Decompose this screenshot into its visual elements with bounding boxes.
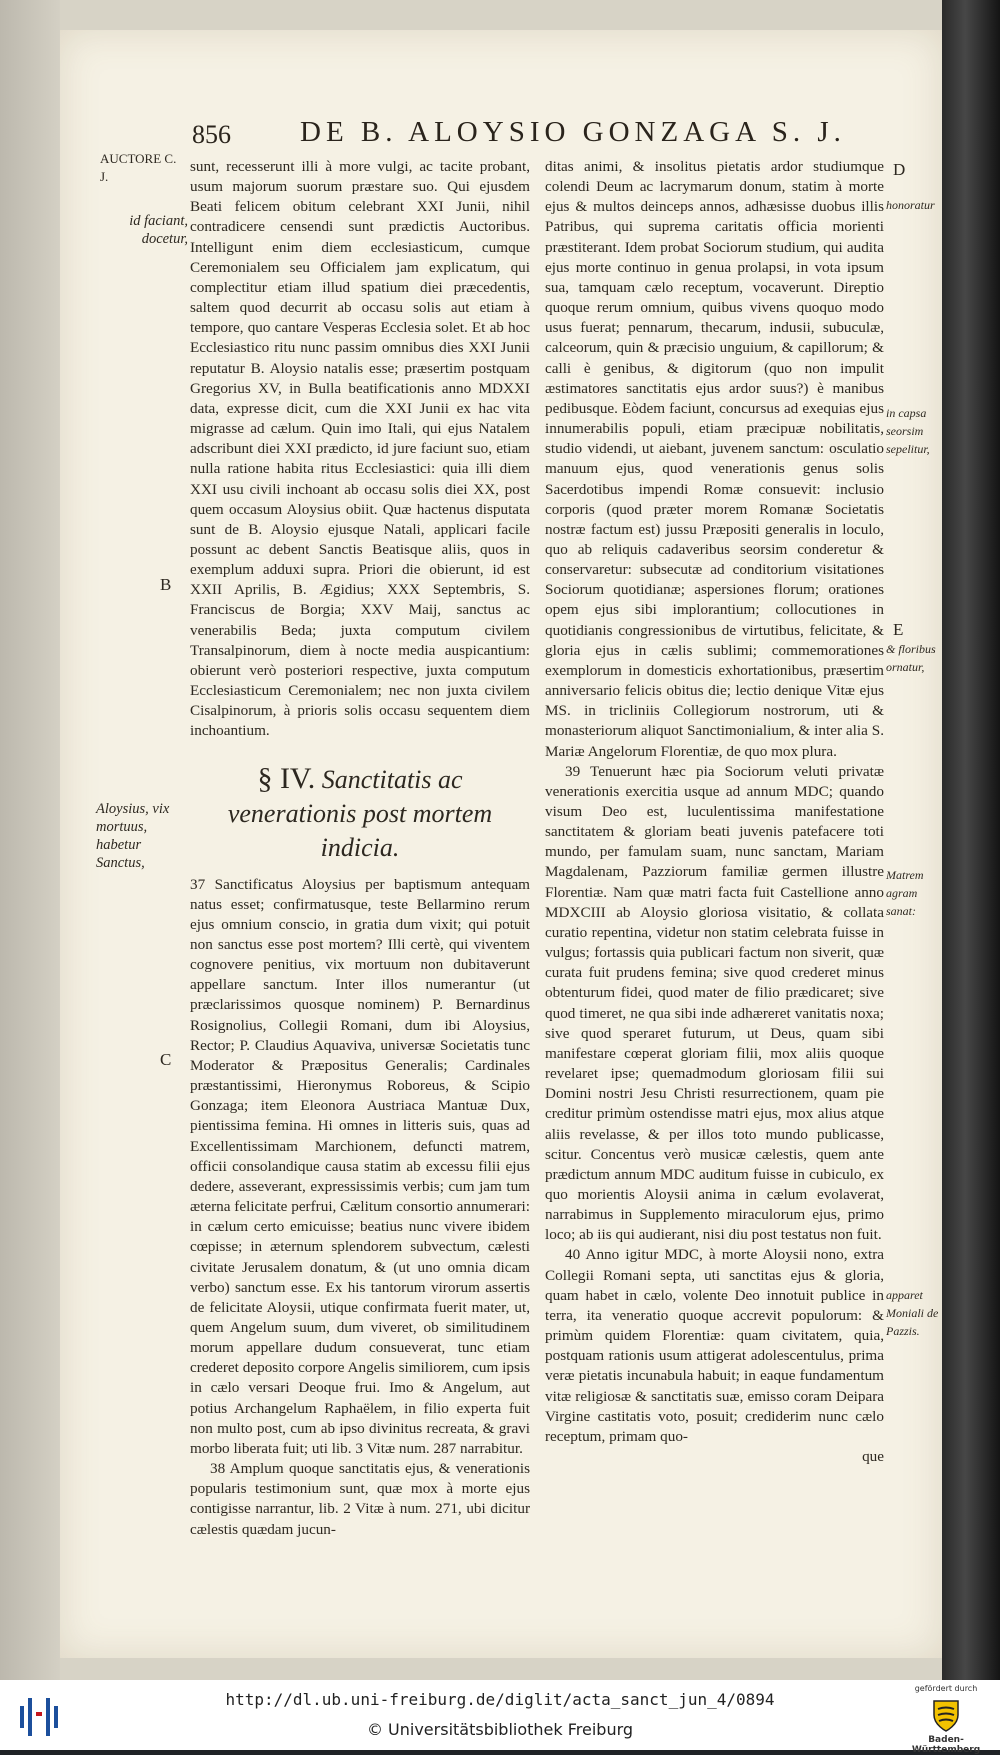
book-edge (0, 0, 60, 1680)
paragraph-39: 39 Tenuerunt hæc pia Sociorum veluti privatæ venerationis exercitia usque ad annum MDC; quando visum Deo est, luculentissima manifestatione sanctitatem & gloriam beati juvenis patefacere toti mundo, per famulam suam, nunc sanctam, Mariam Magdalenam, Pazziorum familiæ germen illustre Florentiæ. Nam quæ matri facta fuit Castellione anno MDXCIII ab Aloysio gloriosa visitatio, & collata curatio repentina, videtur non statim celebrata fuisse in vulgus; fortassis quia publicari factum non siverit, quæ curata fuit prudens femina; sive quod crederet minus obtenturum fidei, quod mater de filio prædicaret; sive quod timeret, ne qua sibi inde adhæreret vanitatis noxa; sive quod speraret futurum, ut Deus, quam sibi manifestare cœperat gloriam filii, mox aliis quoque revelaret ipse; quemadmodum gloriosam filii sui Domini nostri Jesu Christi resurrectionem, quam pie creditur primùm ostendisse matri ejus, mox alius atque aliis revelasse, & per illos toto mundo publicasse, scitur. Concentus verò musicæ cælestis, quem ante prædictum annum MDC auditum fuisse in cubiculo, ex quo morientis Aloysii anima in cælum evolaverat, narrabimus in Supplemento miraculorum ejus, primo loco; ab iis qui audierant, nisi diu post testatus non fuit. (545, 762, 884, 1244)
margin-matrem: Matrem agram sanat: (886, 868, 924, 918)
left-paragraph-1: sunt, recesserunt illi à more vulgi, ac tacite probant, usum majorum suorum præstare suo. Qui ejusdem Beati felicem obitum celebrant XXI Junii, nihil contradicere censendi sunt prædictis Auctoribus. Intelligunt enim diem ecclesiasticum, cumque Ceremonialem seu Officialem jam explicatum, qui complectitur etiam illud spatium diei præcedentis, saltem quod decurrit ab occasu solis aut etiam à tempore, quo cantare Vesperas Ecclesia solet. Et ab hoc Ecclesiastico ritu nunc passim omnibus dies XXI Junii reputatur B. Aloysio natalis esse; præsertim postquam Gregorius XV, in Bulla beatificationis anno MDXXI data, expresse dicit, cum die XXI Junii ex hac vita migrasse ad cælum. Quin imo Itali, qui ejus Natalem adscribunt diei XXI prædicto, id jure faciunt suo, etiam nulla ratione habita ritus Ecclesiastici: quia illi diem XXI usu civili inchoant ab occasu solis diei XX, post quem occasum Aloysius obiit. Quæ hactenus disputata sunt de B. Aloysio ejusque Natali, applicari facile possunt ac debent Sanctis Beatisque aliis, quos in exemplum adduxi supra. Priori die obierunt, id est XXII Aprilis, B. Ægidius; XXX Septembris, S. Franciscus de Borgia; XXV Maij, sanctus ac venerabilis Beda; juxta computum civilem Transalpinorum, diem à nocte media auspicantium: obierunt verò posteriori respective, juxta computum Ecclesiasticum Ceremonialem; nec non juxta civilem Cisalpinorum, à prioris solis occasu sequentem diem inchoantium. (190, 158, 530, 740)
margin-letter-d: D (893, 160, 906, 179)
funded-by-label: gefördert durch (914, 1684, 978, 1693)
margin-aloysius-vix: Aloysius, vix mortuus, habetur Sanctus, (96, 801, 170, 871)
running-title: DE B. ALOYSIO GONZAGA S. J. (300, 116, 846, 148)
copyright-notice: © Universitätsbibliothek Freiburg (366, 1720, 634, 1739)
margin-letter-b: B (160, 575, 172, 594)
right-paragraph-1: ditas animi, & insolitus pietatis ardor studiumque colendi Deum ac lacrymarum donum, statim à morte ejus & multos deinceps annos, adhæsisse duobus illis Patribus, qui suprema caritatis officia morienti præstiterant. Idem probat Sociorum studium, qui audita ejus morte continuo in genua prolapsi, in vota ipsum sua, tamquam cælo receptum, vocaverunt. Direptio quoque rerum omnium, quibus vivens quoquo modo usus fuerat; pennarum, thecarum, indusii, subuculæ, calceorum, quin & præcisio unguium, & capillorum; & calli è genibus, & digitorum (quo non impulit æstimatores sanctitatis ejus ardor suus?) è manibus pedibusque. Eòdem faciunt, concursus ad exequias ejus innumerabilis populi, etiam præcipuæ nobilitatis, studio videndi, ut aiebant, juvenem sanctum: osculatio manuum ejus, quod venerationis genus solis Sacerdotibus impendi Romæ consuevit: inclusio corporis (quod præter morem Romanæ Societatis nostræ factum est) jussu Præpositi generalis in loculo, quo ab reliquis cadaveribus seorsim conderetur & conservaretur: subsecutæ ad conditorium visitationes Sociorum quotidianæ; aspersiones florum; orationes opem ejus sibi implorantium; collocutiones in quotidianis congressionibus de virtutibus, felicitate, & gloria ejus in cælis sublimi; commemorationes exemplorum in domesticis exhortationibus, præsertim anniversario felicis obitus die; lectio denique Vitæ ejus MS. in tricliniis Collegiorum nostrorum, uti & monasteriorum aliquot Sanctimonialium, & inter alia S. Mariæ Angelorum Florentiæ, de quo mox plura. (545, 158, 884, 760)
page-number: 856 (192, 120, 231, 149)
margin-letter-c: C (160, 1050, 172, 1069)
catchword: que (862, 1448, 884, 1465)
margin-honoratur: honoratur (886, 198, 935, 212)
paragraph-38: 38 Amplum quoque sanctitatis ejus, & venerationis popularis testimonium sunt, quæ mox à morte ejus contigisse narrantur, lib. 2 Vitæ à num. 271, ubi dicitur cælestis quædam jucun- (190, 1460, 530, 1538)
section-number: § IV. (257, 761, 316, 795)
state-coat-of-arms-icon (930, 1697, 962, 1733)
left-column (190, 157, 530, 1540)
margin-in-capsa: in capsa seorsim sepelitur, (886, 406, 930, 456)
right-column (545, 157, 884, 1467)
funder-name: Baden-Württemberg (911, 1735, 981, 1755)
margin-id-faciant: id faciant, docetur, (129, 213, 188, 247)
margin-letter-e: E (893, 620, 904, 639)
book-spine (942, 0, 1000, 1680)
margin-apparet: apparet Moniali de Pazzis. (886, 1288, 939, 1338)
section-title: Sanctitatis ac venerationis post mortem indicia. (227, 764, 493, 862)
paragraph-37: 37 Sanctificatus Aloysius per baptismum antequam natus esset; confirmatusque, teste Bellarmino rerum ejus omnium conscio, in gratia dum vixit; qui potuit non sanctus esse post mortem? Illi certè, qui viventem cognovere penitius, vix mortuum non dubitaverunt appellare sanctum. Inter illos numerantur (ut præclarissimos quosque nominem) P. Bernardinus Rosignolius, Collegii Romani, dum ibi Aloysius, Rector; P. Claudius Aquaviva, universæ Societatis tunc Moderator & Præpositus Generalis; Cardinales præstantissimi, Hieronymus Roboreus, & Scipio Gonzaga; item Eleonora Austriaca Mantuæ Dux, pientissima femina. Hi omnes in litteris suis, quas ad Excellentissimam Marchionem, defuncti matrem, officii consolandique causa statim ab excessu filii ejus dedere, asseverant, expressissimis verbis; cum jam tum æterna felicitate perfrui, Cælitum consortio annumerari: in cælum certo emicuisse; beatius nunc vivere ibidem cœpisse; in æternum splendorem subvectum, cælesti civitate Jerusalem donatum, & (ut uno omnia dicam verbo) sanctum esse. Ex his tantorum virorum assertis de felicitate Aloysii, utique confirmata fuerit mater, ut, quem Angelum suum, dum viveret, ob similitudinem morum appellare dudum consueverat, tunc etiam crederet deposito corpore Angelis similiorem, cum ipsis in cælo versari Deoque frui. Imo & Angelum, aut potius Archangelum Raphaëlem, in filio experta fuit non multo post, cum ab ipso divinitus recreata, & gravi morbo liberata fuit; uti lib. 3 Vitæ num. 287 narrabitur. (190, 875, 530, 1457)
margin-floribus: & floribus ornatur, (886, 642, 936, 674)
section-heading (190, 762, 530, 865)
margin-auctore: AUCTORE C. J. (100, 151, 177, 184)
paragraph-40: 40 Anno igitur MDC, à morte Aloysii nono, extra Collegii Romani septa, uti sanctitas ejus & gloria, quam habet in cælo, volente Deo innotuit publice in terra, ita veneratio quoque accrevit populorum: & primùm quidem Florentiæ: quam civitatem, quia, postquam rationis usum attigerat adolescentulus, prima veræ pietatis incunabula habuit; in eaque fundamentum vitæ religiosæ & sanctitatis suæ, emisso coram Deipara Virgine castitatis voto, posuit; crediderim nunc cælo receptum, primam quo- (545, 1246, 884, 1445)
document-url-link[interactable]: http://dl.ub.uni-freiburg.de/diglit/acta_sanct_jun_4/0894 (225, 1690, 775, 1709)
